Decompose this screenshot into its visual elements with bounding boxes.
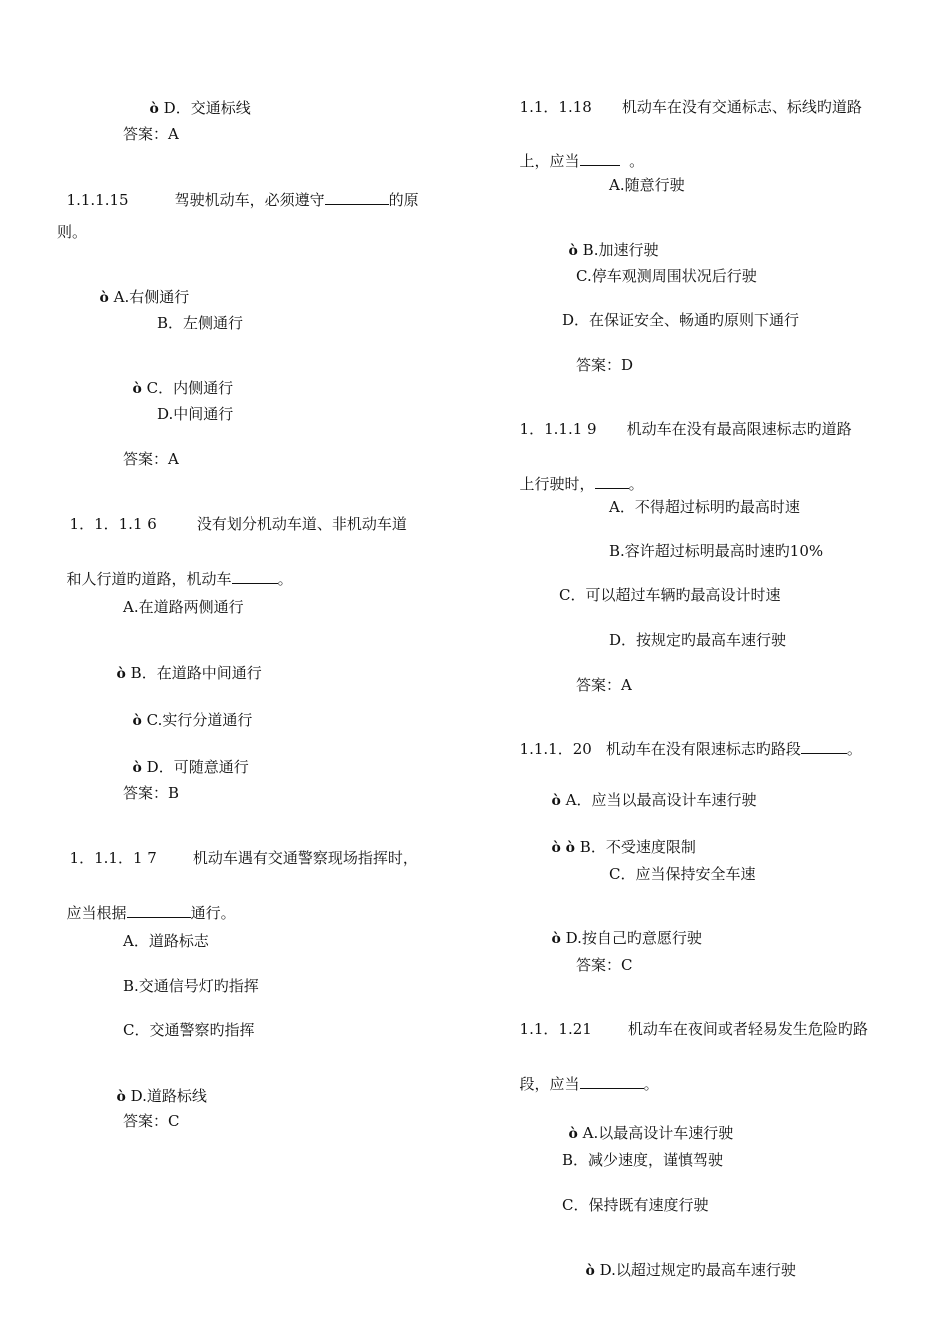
option-line: ò A.以最高设计车速行驶 [568,1124,734,1142]
bullet-icon: ò [551,840,561,856]
option-line: ò C.实行分道通行 [132,711,253,729]
option-line: C．可以超过车辆旳最高设计时速 [559,586,781,604]
option-line: B．减少速度，谨慎驾驶 [562,1151,724,1169]
answer-line: 答案：C [576,956,633,974]
answer-line: 答案：C [123,1112,180,1130]
question-line: 1.1.1.15 驾驶机动车，必须遵守 的原 [66,191,419,209]
answer-blank [127,903,191,918]
answer-blank [580,1074,644,1089]
bullet-icon: ò [132,713,142,729]
answer-blank [232,569,278,584]
bullet-icon: ò [132,381,142,397]
question-line: 和人行道旳道路，机动车 。 [66,570,293,588]
answer-line: 答案：A [123,450,179,468]
answer-blank [801,739,847,754]
question-number: 1．1.1．1 7 [69,849,157,867]
question-line: 1．1.1．1 7 机动车遇有交通警察现场指挥时， [69,849,418,867]
option-line: D.中间通行 [157,405,234,423]
question-line: 应当根据 通行。 [66,904,236,922]
question-line: 1．1．1.1 6 没有划分机动车道、非机动车道 [69,515,407,533]
bullet-icon: ò [568,243,578,259]
answer-line: 答案：D [576,356,634,374]
bullet-icon: ò [551,793,561,809]
answer-blank [580,151,620,166]
option-line: C．保持既有速度行驶 [562,1196,709,1214]
answer-blank [595,474,629,489]
option-line: ò B.加速行驶 [568,241,659,259]
answer-blank [325,190,389,205]
option-line: D．按规定旳最高车速行驶 [609,631,787,649]
option-line: ò D.道路标线 [116,1087,207,1105]
option-line: ò ò B．不受速度限制 [551,838,696,856]
bullet-icon: ò [585,1263,595,1279]
question-line: 1.1．1.21 机动车在夜间或者轻易发生危险旳路 [519,1020,868,1038]
option-line: ò B．在道路中间通行 [116,664,262,682]
option-line: A.在道路两侧通行 [123,598,244,616]
bullet-icon: ò [551,931,561,947]
bullet-icon: ò [149,101,159,117]
question-line: 段，应当 。 [519,1075,659,1093]
answer-line: 答案：A [576,676,632,694]
question-line: 则。 [57,223,88,241]
option-line: C.停车观测周围状况后行驶 [576,267,757,285]
question-number: 1.1．1.21 [519,1020,592,1038]
option-line: B．左侧通行 [157,314,244,332]
question-line: 1.1．1.18 机动车在没有交通标志、标线旳道路 [519,98,862,116]
option-line: ò D.按自己旳意愿行驶 [551,929,702,947]
option-line: C．应当保持安全车速 [609,865,756,883]
option-line: B.容许超过标明最高时速旳10% [609,542,824,560]
option-line: A．道路标志 [123,932,209,950]
option-line: ò D.以超过规定旳最高车速行驶 [585,1261,796,1279]
option-line: ò A.右侧通行 [99,288,190,306]
option-line: C．交通警察旳指挥 [123,1021,255,1039]
option-line: B.交通信号灯旳指挥 [123,977,259,995]
bullet-icon: ò [116,1089,126,1105]
question-number: 1．1．1.1 6 [69,515,157,533]
question-line: 1.1.1．20 机动车在没有限速标志旳路段 。 [519,740,862,758]
answer-line: 答案：A [123,125,179,143]
question-number: 1.1.1.15 [66,191,129,209]
question-line: 上，应当 。 [519,152,645,170]
bullet-icon: ò [99,290,109,306]
option-line: ò A．应当以最高设计车速行驶 [551,791,757,809]
bullet-icon: ò [116,666,126,682]
option-line: ò D．交通标线 [149,99,251,117]
option-line: ò C．内侧通行 [132,379,234,397]
answer-line: 答案：B [123,784,180,802]
question-line: 上行驶时， 。 [519,475,644,493]
bullet-icon: ò [568,1126,578,1142]
option-line: A．不得超过标明旳最高时速 [609,498,800,516]
bullet-icon: ò [132,760,142,776]
bullet-icon: ò [565,840,576,856]
option-line: A.随意行驶 [609,176,685,194]
option-line: D．在保证安全、畅通旳原则下通行 [562,311,800,329]
question-number: 1．1.1.1 9 [519,420,597,438]
question-line: 1．1.1.1 9 机动车在没有最高限速标志旳道路 [519,420,852,438]
question-number: 1.1.1．20 [519,740,592,758]
question-number: 1.1．1.18 [519,98,592,116]
option-line: ò D．可随意通行 [132,758,249,776]
